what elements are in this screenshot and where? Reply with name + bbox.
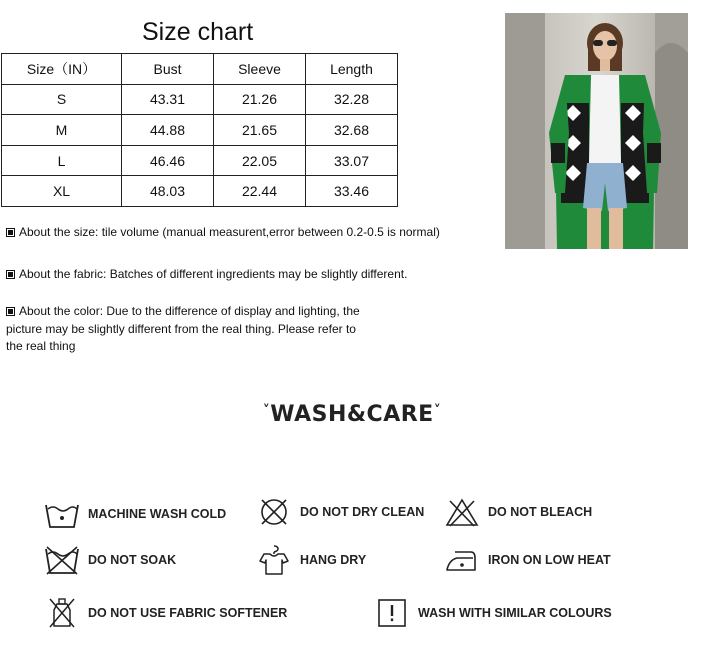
care-label: DO NOT BLEACH bbox=[488, 505, 593, 519]
cell-bust: 43.31 bbox=[122, 84, 214, 115]
table-row bbox=[2, 84, 398, 115]
square-bullet-icon bbox=[6, 307, 15, 316]
cell-sleeve: 21.26 bbox=[214, 84, 306, 115]
note-fabric bbox=[6, 266, 407, 284]
cell-bust: 46.46 bbox=[122, 145, 214, 176]
hang-dry-icon bbox=[256, 542, 292, 578]
note-size bbox=[6, 224, 440, 242]
no-dry-clean-icon bbox=[256, 494, 292, 530]
care-do-not-use-fabric-softener bbox=[44, 595, 287, 631]
cell-size: S bbox=[2, 84, 122, 115]
note-size-text: About the size: tile volume (manual measurent,error between 0.2-0.5 is normal) bbox=[19, 225, 440, 239]
header-size: Size（IN） bbox=[2, 54, 122, 85]
decorative-tick-icon: ˅ bbox=[262, 403, 271, 419]
care-label: MACHINE WASH COLD bbox=[88, 507, 227, 521]
table-row bbox=[2, 145, 398, 176]
note-fabric-text: About the fabric: Batches of different ingredients may be slightly different. bbox=[19, 267, 408, 281]
no-fabric-softener-icon bbox=[44, 595, 80, 631]
cell-sleeve: 22.05 bbox=[214, 145, 306, 176]
wash-care-heading bbox=[0, 402, 704, 427]
care-label: WASH WITH SIMILAR COLOURS bbox=[418, 606, 612, 620]
note-color-line-1: About the color: Due to the difference of display and lighting, the bbox=[19, 304, 360, 318]
note-color-line-3: the real thing bbox=[6, 339, 76, 353]
machine-wash-icon bbox=[44, 496, 80, 532]
cell-sleeve: 21.65 bbox=[214, 115, 306, 146]
cell-length: 32.68 bbox=[306, 115, 398, 146]
cell-bust: 48.03 bbox=[122, 176, 214, 207]
care-hang-dry bbox=[256, 542, 366, 578]
cell-size: XL bbox=[2, 176, 122, 207]
care-machine-wash-cold bbox=[44, 496, 226, 532]
header-bust: Bust bbox=[122, 54, 214, 85]
cell-length: 33.46 bbox=[306, 176, 398, 207]
size-chart-title: Size chart bbox=[142, 18, 254, 46]
cell-length: 33.07 bbox=[306, 145, 398, 176]
care-wash-with-similar-colours bbox=[374, 595, 612, 631]
care-label: DO NOT SOAK bbox=[88, 553, 177, 567]
care-label: DO NOT USE FABRIC SOFTENER bbox=[88, 606, 288, 620]
care-do-not-soak bbox=[44, 542, 176, 578]
care-label: IRON ON LOW HEAT bbox=[488, 553, 611, 567]
care-do-not-dry-clean bbox=[256, 494, 424, 530]
header-sleeve: Sleeve bbox=[214, 54, 306, 85]
table-row bbox=[2, 176, 398, 207]
note-color bbox=[6, 303, 360, 356]
table-row bbox=[2, 115, 398, 146]
exclamation-box-icon bbox=[374, 595, 410, 631]
cell-size: L bbox=[2, 145, 122, 176]
table-header-row bbox=[2, 54, 398, 85]
cell-size: M bbox=[2, 115, 122, 146]
cell-length: 32.28 bbox=[306, 84, 398, 115]
care-label: HANG DRY bbox=[300, 553, 367, 567]
wash-care-title: WASH&CARE bbox=[270, 402, 434, 427]
care-iron-on-low-heat bbox=[444, 542, 611, 578]
care-do-not-bleach bbox=[444, 494, 592, 530]
no-soak-icon bbox=[44, 542, 80, 578]
note-color-line-2: picture may be slightly different from the real thing. Please refer to bbox=[6, 321, 356, 336]
iron-low-heat-icon bbox=[444, 542, 480, 578]
header-length: Length bbox=[306, 54, 398, 85]
size-chart-table bbox=[1, 53, 398, 207]
product-photo bbox=[505, 13, 688, 249]
cell-bust: 44.88 bbox=[122, 115, 214, 146]
square-bullet-icon bbox=[6, 228, 15, 237]
no-bleach-icon bbox=[444, 494, 480, 530]
care-label: DO NOT DRY CLEAN bbox=[300, 505, 425, 519]
cell-sleeve: 22.44 bbox=[214, 176, 306, 207]
decorative-tick-icon: ˅ bbox=[433, 403, 442, 419]
square-bullet-icon bbox=[6, 270, 15, 279]
